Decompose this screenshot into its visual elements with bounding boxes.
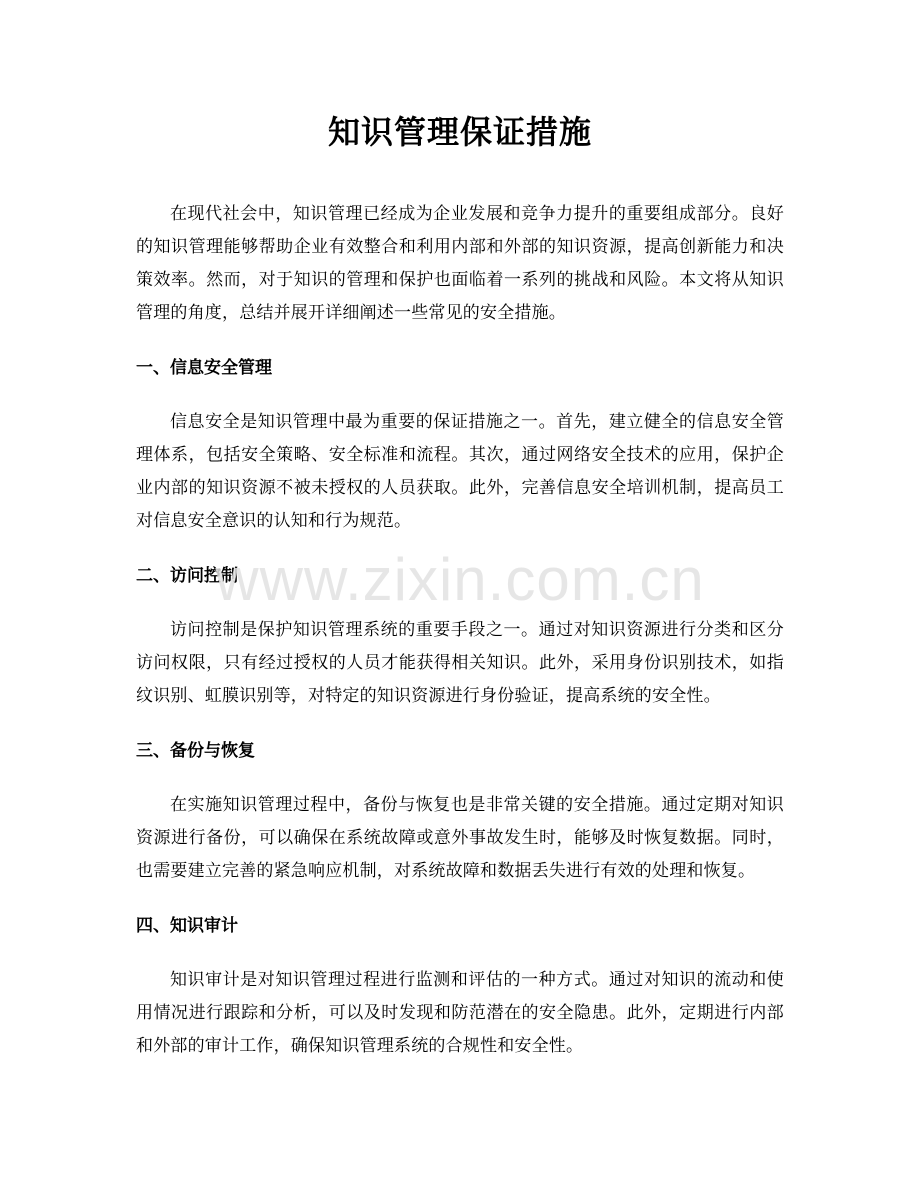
section-body-info-security: 信息安全是知识管理中最为重要的保证措施之一。首先，建立健全的信息安全管理体系，包括安全策略、安全标准和流程。其次，通过网络安全技术的应用，保护企业内部的知识资源不被未授权的人员获取。此外，完善信息安全培训机制，提高员工对信息安全意识的认知和行为规范。 (136, 412, 784, 531)
section-body-backup-recovery: 在实施知识管理过程中，备份与恢复也是非常关键的安全措施。通过定期对知识资源进行备份，可以确保在系统故障或意外事故发生时，能够及时恢复数据。同时，也需要建立完善的紧急响应机制，对系统故障和数据丢失进行有效的处理和恢复。 (136, 795, 784, 881)
document-title: 知识管理保证措施 (327, 113, 592, 151)
section-heading-info-security: 一、信息安全管理 (136, 358, 272, 378)
intro-paragraph: 在现代社会中，知识管理已经成为企业发展和竞争力提升的重要组成部分。良好的知识管理能够帮助企业有效整合和利用内部和外部的知识资源，提高创新能力和决策效率。然而，对于知识的管理和保护也面临着一系列的挑战和风险。本文将从知识管理的角度，总结并展开详细阐述一些常见的安全措施。 (136, 204, 784, 323)
section-body-access-control: 访问控制是保护知识管理系统的重要手段之一。通过对知识资源进行分类和区分访问权限，只有经过授权的人员才能获得相关知识。此外，采用身份识别技术，如指纹识别、虹膜识别等，对特定的知识资源进行身份验证，提高系统的安全性。 (136, 620, 784, 706)
section-body-knowledge-audit: 知识审计是对知识管理过程进行监测和评估的一种方式。通过对知识的流动和使用情况进行跟踪和分析，可以及时发现和防范潜在的安全隐患。此外，定期进行内部和外部的审计工作，确保知识管理系统的合规性和安全性。 (136, 970, 784, 1056)
watermark: www.zixin.com.cn (215, 546, 705, 613)
section-heading-access-control: 二、访问控制 (136, 566, 238, 586)
section-heading-knowledge-audit: 四、知识审计 (136, 916, 238, 936)
section-heading-backup-recovery: 三、备份与恢复 (136, 741, 255, 761)
